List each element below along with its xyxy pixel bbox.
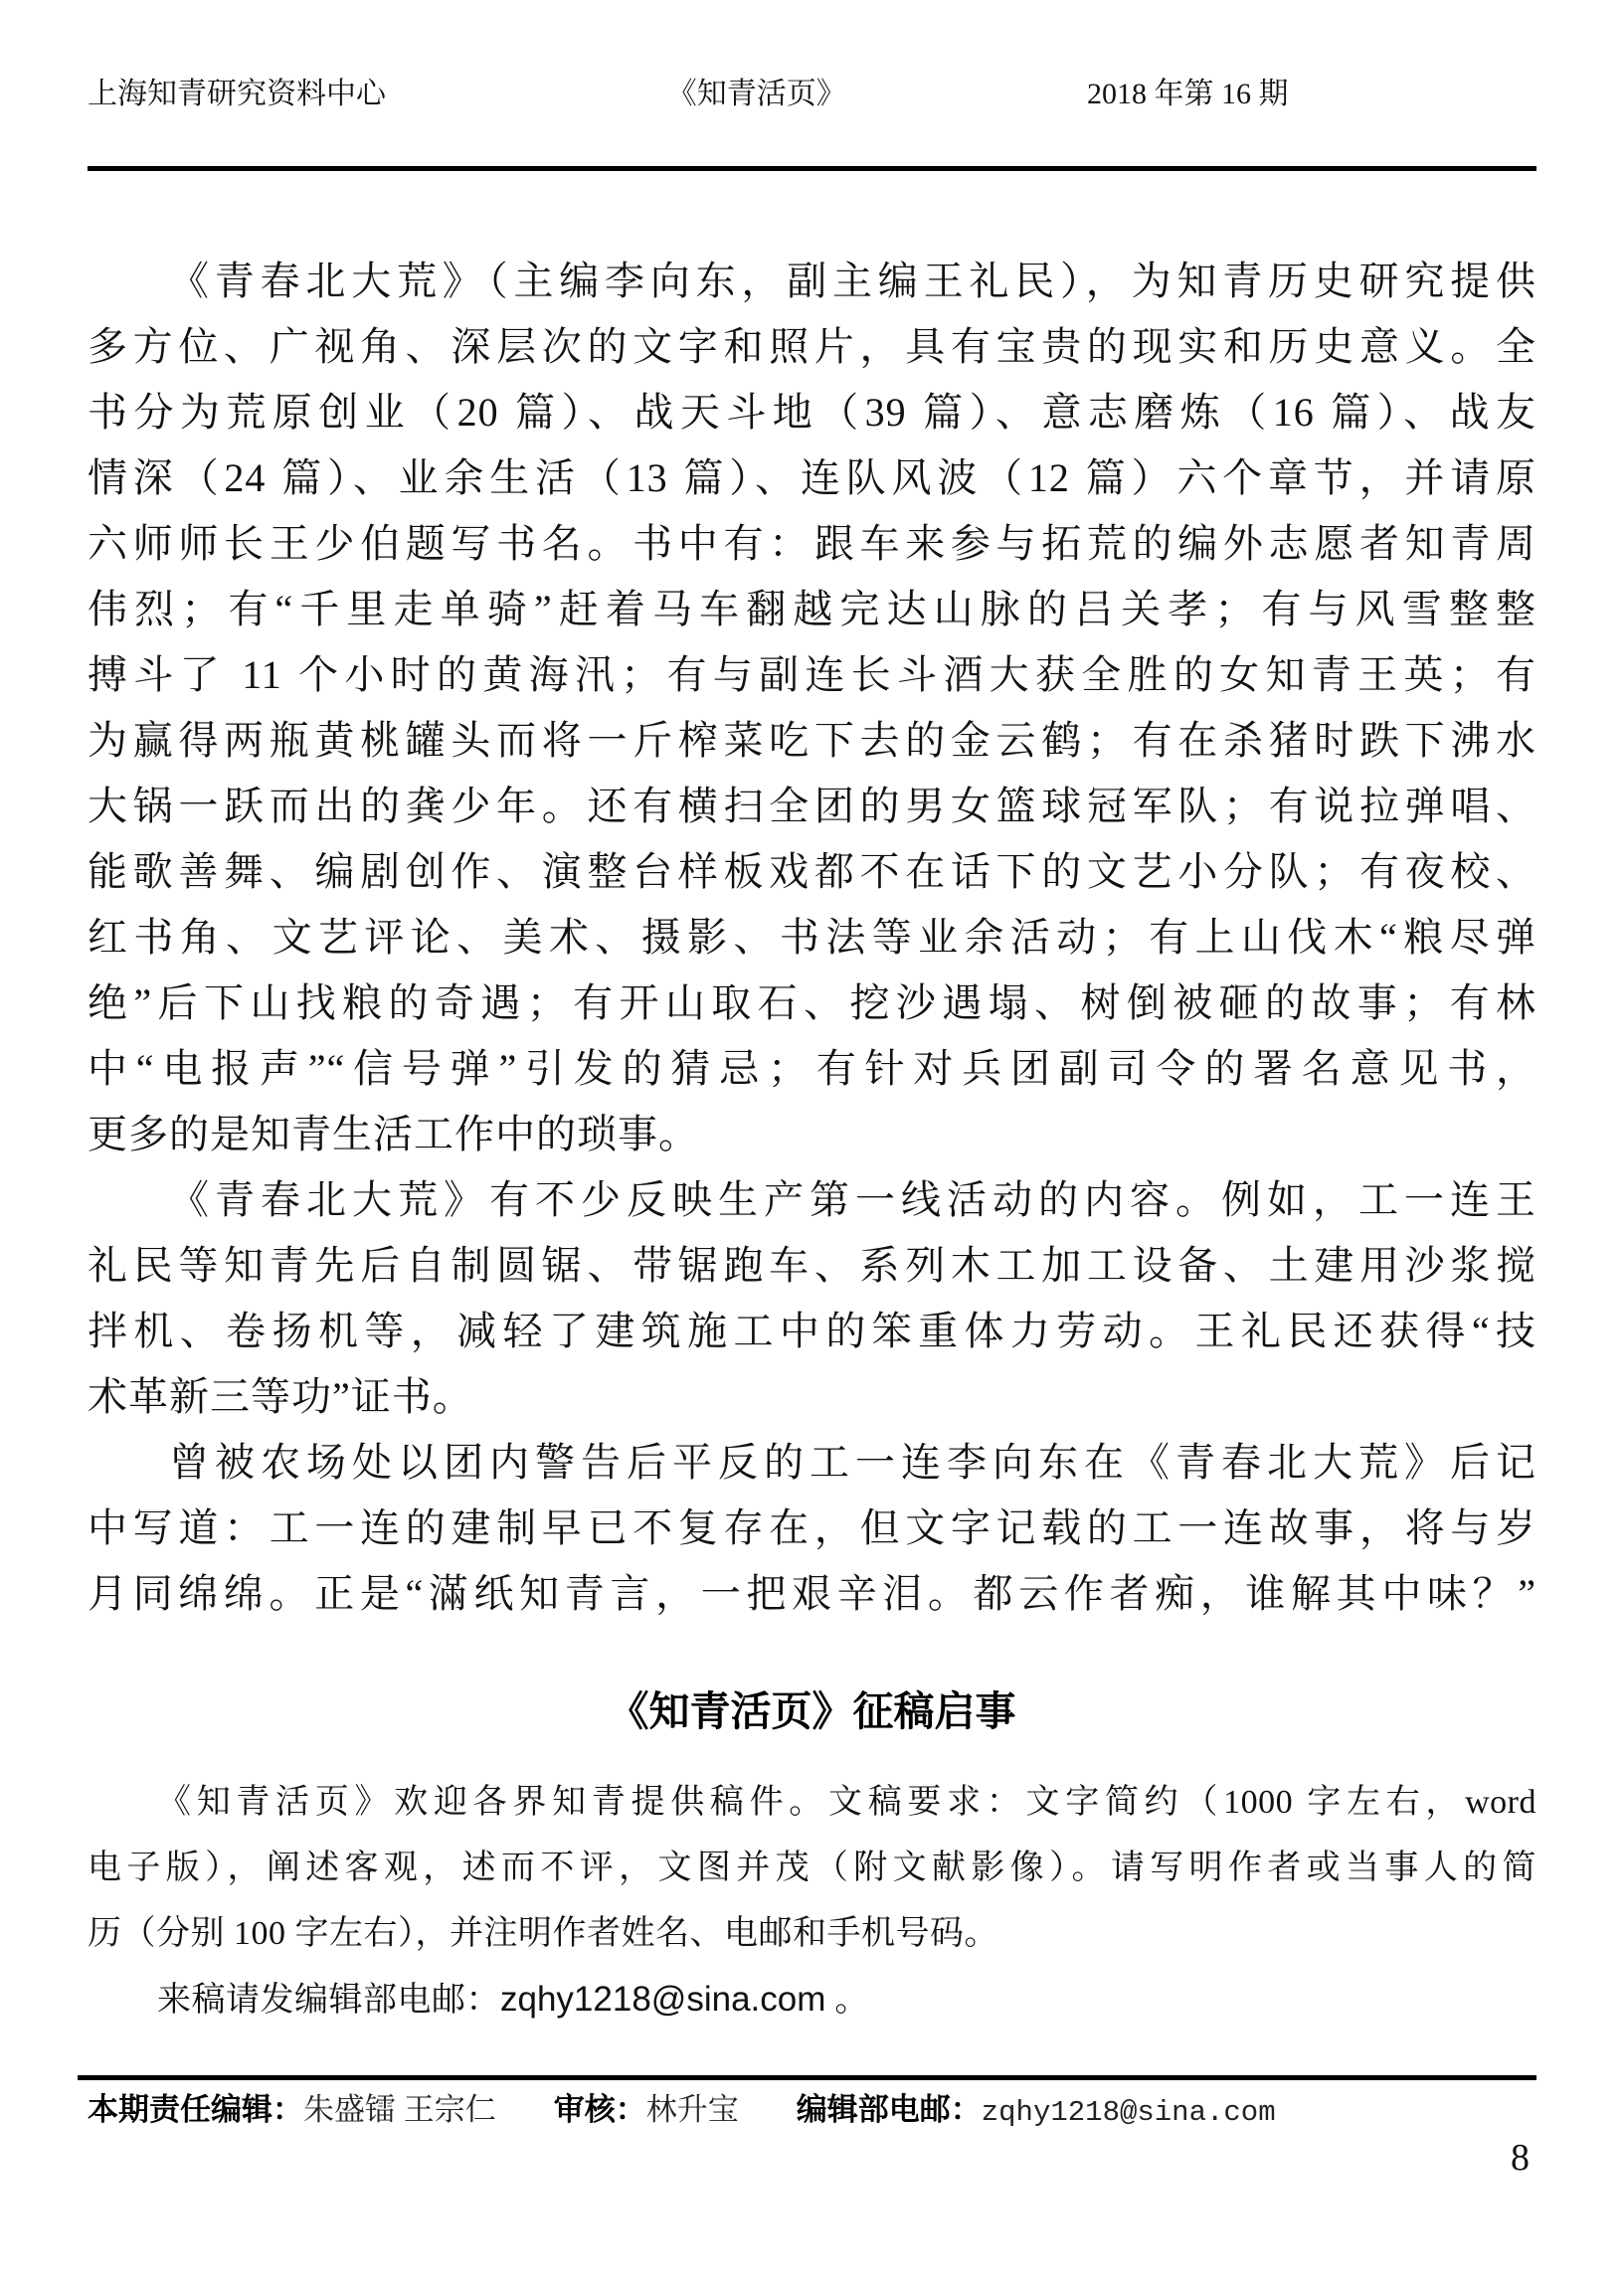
text-line: 为赢得两瓶黄桃罐头而将一斤榨菜吃下去的金云鹤；有在杀猪时跌下沸水 [88,718,1536,763]
footer-email-label: 编辑部电邮： [796,2092,982,2128]
submission-email-address: zqhy1218@sina.com [500,1980,826,2020]
reviewer-name: 林升宝 [645,2092,739,2128]
header-rule [88,166,1536,171]
text-line: 更多的是知青生活工作中的琐事。 [88,1112,699,1156]
review-label: 审核： [553,2092,646,2128]
text-line: 六师师长王少伯题写书名。书中有：跟车来参与拓荒的编外志愿者知青周 [88,521,1536,566]
text-line: 《青春北大荒》有不少反映生产第一线活动的内容。例如，工一连王 [169,1177,1536,1222]
paragraph-2 [88,1167,1536,1430]
paragraph-3 [88,1430,1536,1627]
header-publication-title: 《知青活页》 [666,78,846,110]
header-row [88,75,1536,114]
text-line: 能歌善舞、编剧创作、演整台样板戏都不在话下的文艺小分队；有夜校、 [88,849,1536,894]
text-line: 情深（24 篇）、业余生活（13 篇）、连队风波（12 篇）六个章节，并请原 [88,455,1536,500]
footer-rule [78,2075,1536,2080]
text-line: 《知青活页》欢迎各界知青提供稿件。文稿要求：文字简约（1000 字左右，word [157,1784,1536,1822]
editors-names: 朱盛镭 王宗仁 [303,2092,496,2128]
text-line: 中“电报声”“信号弹”引发的猜忌；有针对兵团副司令的署名意见书， [88,1046,1536,1091]
text-line: 《青春北大荒》（主编李向东，副主编王礼民），为知青历史研究提供 [169,259,1536,303]
page-number: 8 [1511,2137,1530,2179]
text-line: 电子版），阐述客观，述而不评，文图并茂（附文献影像）。请写明作者或当事人的简 [88,1850,1536,1887]
header-issue: 2018 年第 16 期 [1087,78,1289,110]
text-line: 红书角、文艺评论、美术、摄影、书法等业余活动；有上山伐木“粮尽弹 [88,915,1536,960]
text-line: 礼民等知青先后自制圆锯、带锯跑车、系列木工加工设备、土建用沙浆搅 [88,1243,1536,1288]
notice-body [88,1773,1536,2035]
submission-email-suffix: 。 [825,1982,869,2020]
page-footer [88,2075,1536,2135]
notice-section [88,1683,1536,2035]
editors-label: 本期责任编辑： [88,2092,303,2128]
text-line: 术革新三等功”证书。 [88,1374,473,1419]
page-header [88,75,1536,171]
text-line: 中写道：工一连的建制早已不复存在，但文字记载的工一连故事，将与岁 [88,1505,1536,1550]
paragraph-1 [88,249,1536,1167]
header-org: 上海知青研究资料中心 [88,78,386,110]
text-line: 大锅一跃而出的龚少年。还有横扫全团的男女篮球冠军队；有说拉弹唱、 [88,784,1536,828]
article-body [88,249,1536,1627]
text-line: 书分为荒原创业（20 篇）、战天斗地（39 篇）、意志磨炼（16 篇）、战友 [88,390,1536,435]
text-line: 月同绵绵。正是“滿纸知青言，一把艰辛泪。都云作者痴，谁解其中味？” [88,1571,1536,1616]
text-line: 历（分别 100 字左右），并注明作者姓名、电邮和手机号码。 [88,1915,998,1953]
text-line: 曾被农场处以团内警告后平反的工一连李向东在《青春北大荒》后记 [169,1440,1536,1485]
footer-email-address: zqhy1218@sina.com [981,2096,1276,2130]
notice-title: 《知青活页》征稿启事 [608,1688,1016,1734]
text-line: 绝”后下山找粮的奇遇；有开山取石、挖沙遇塌、树倒被砸的故事；有林 [88,980,1536,1025]
text-line: 搏斗了 11 个小时的黄海汛；有与副连长斗酒大获全胜的女知青王英；有 [88,652,1536,697]
submission-email-line [88,1970,1536,2035]
text-line: 伟烈；有“千里走单骑”赶着马车翻越完达山脉的吕关孝；有与风雪整整 [88,587,1536,631]
text-line: 拌机、卷扬机等，减轻了建筑施工中的笨重体力劳动。王礼民还获得“技 [88,1309,1536,1353]
text-line: 多方位、广视角、深层次的文字和照片，具有宝贵的现实和历史意义。全 [88,324,1536,369]
footer-text [88,2088,1536,2135]
submission-email-prefix: 来稿请发编辑部电邮： [157,1982,500,2020]
